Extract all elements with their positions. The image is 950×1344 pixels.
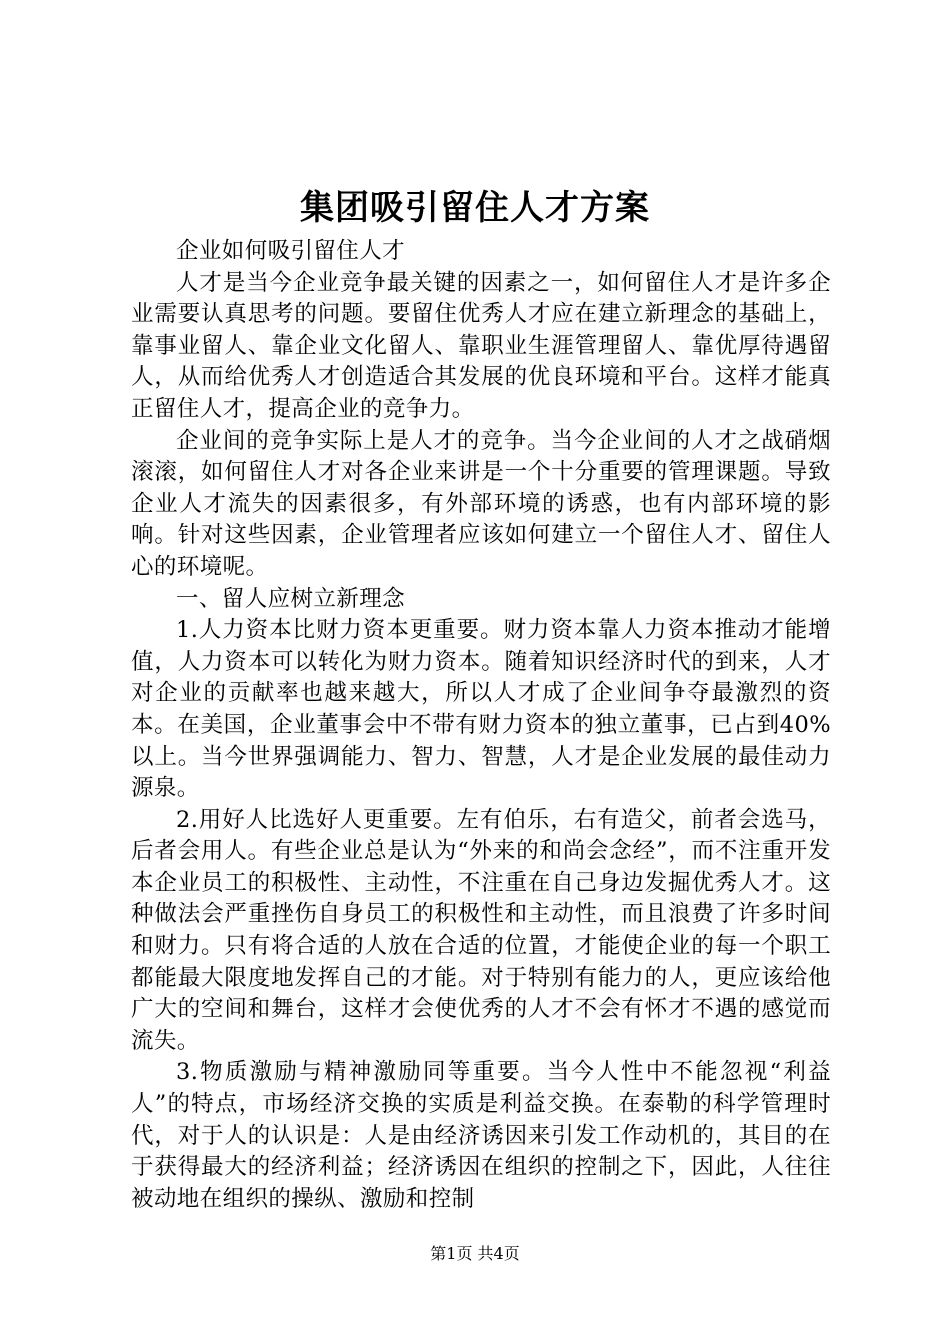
paragraph-subtitle: 企业如何吸引留住人才 [176, 238, 406, 264]
paragraph-competition: 企业间的竞争实际上是人才的竞争。当今企业间的人才之战硝烟滚滚，如何留住人才对各企业来讲是一个十分重要的管理课题。导致企业人才流失的因素很多，有外部环境的诱惑，也有内部环境的影响。针对这些因素，企业管理者应该如何建立一个留住人才、留住人心的环境呢。 [131, 427, 831, 580]
document-title: 集团吸引留住人才方案 [300, 188, 650, 228]
paragraph-point-2: 2.用好人比选好人更重要。左有伯乐，右有造父，前者会选马，后者会用人。有些企业总是认为“外来的和尚会念经”，而不注重开发本企业员工的积极性、主动性，不注重在自己身边发掘优秀人才。这种做法会严重挫伤自身员工的积极性和主动性，而且浪费了许多时间和财力。只有将合适的人放在合适的位置，才能使企业的每一个职工都能最大限度地发挥自己的才能。对于特别有能力的人，更应该给他广大的空间和舞台，这样才会使优秀的人才不会有怀才不遇的感觉而流失。 [131, 806, 831, 1054]
paragraph-point-3: 3.物质激励与精神激励同等重要。当今人性中不能忽视“利益人”的特点，市场经济交换的实质是利益交换。在泰勒的科学管理时代，对于人的认识是：人是由经济诱因来引发工作动机的，其目的在于获得最大的经济利益；经济诱因在组织的控制之下，因此，人往往被动地在组织的操纵、激励和控制 [131, 1059, 831, 1212]
paragraph-point-1: 1.人力资本比财力资本更重要。财力资本靠人力资本推动才能增值，人力资本可以转化为财力资本。随着知识经济时代的到来，人才对企业的贡献率也越来越大，所以人才成了企业间争夺最激烈的资本。在美国，企业董事会中不带有财力资本的独立董事，已占到40%以上。当今世界强调能力、智力、智慧，人才是企业发展的最佳动力源泉。 [131, 617, 831, 802]
document-body [131, 236, 831, 1215]
section-heading-new-concepts: 一、留人应树立新理念 [176, 585, 406, 612]
page-number-footer: 第1页 共4页 [430, 1244, 520, 1263]
paragraph-intro: 人才是当今企业竞争最关键的因素之一，如何留住人才是许多企业需要认真思考的问题。要留住优秀人才应在建立新理念的基础上，靠事业留人、靠企业文化留人、靠职业生涯管理留人、靠优厚待遇留人，从而给优秀人才创造适合其发展的优良环境和平台。这样才能真正留住人才，提高企业的竞争力。 [131, 269, 831, 422]
